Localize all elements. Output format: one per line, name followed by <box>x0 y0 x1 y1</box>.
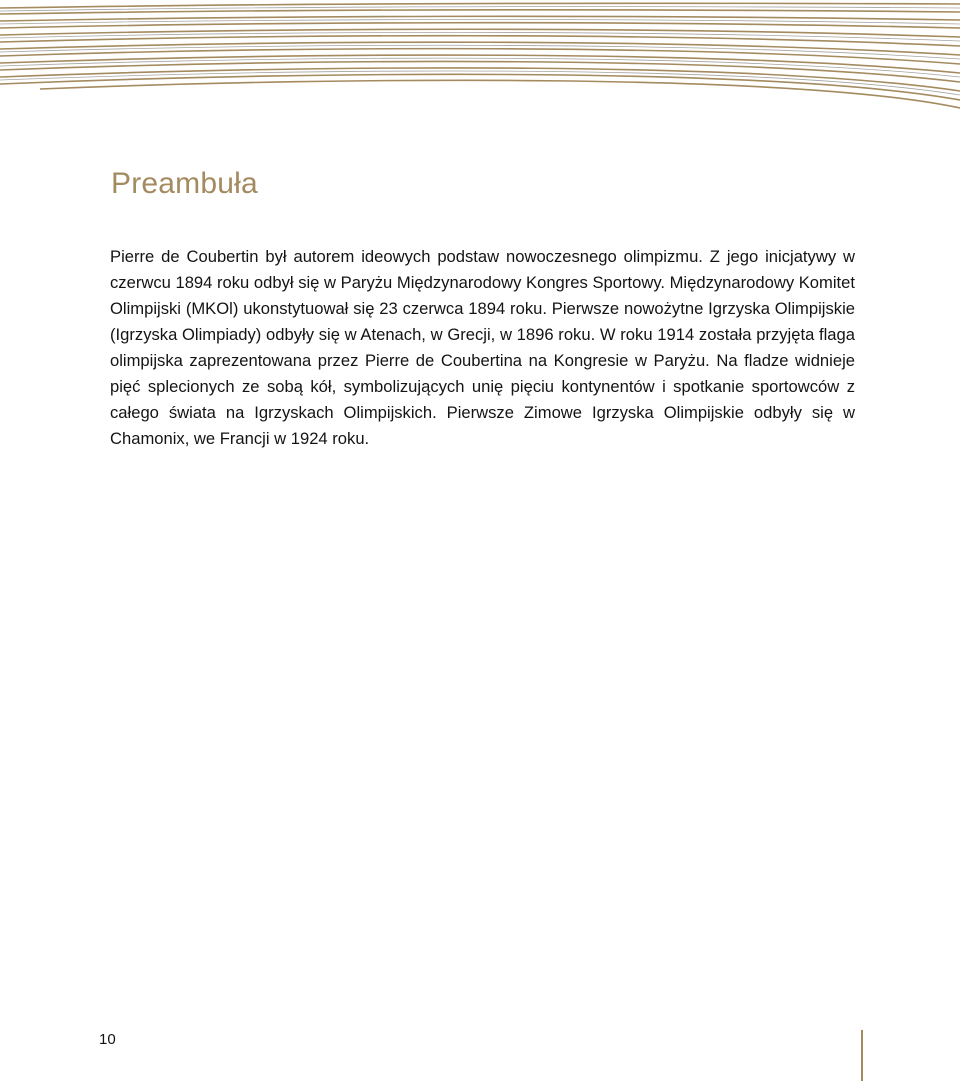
decorative-wave-lines <box>0 0 960 115</box>
preamble-paragraph: Pierre de Coubertin był autorem ideowych podstaw nowoczesnego olimpizmu. Z jego inicjatywy w czerwcu 1894 roku odbył się w Paryżu Międzynarodowy Kongres Sportowy. Międzynarodowy Komitet Olimpijski (MKOl) ukonstytuował się 23 czerwca 1894 roku. Pierwsze nowożytne Igrzyska Olimpijskie (Igrzyska Olimpiady) odbyły się w Atenach, w Grecji, w 1896 roku. W roku 1914 została przyjęta flaga olimpijska zaprezentowana przez Pierre de Coubertina na Kongresie w Paryżu. Na fladze widnieje pięć splecionych ze sobą kół, symbolizujących unię pięciu kontynentów i spotkanie sportowców z całego świata na Igrzyskach Olimpijskich. Pierwsze Zimowe Igrzyska Olimpijskie odbyły się w Chamonix, we Francji w 1924 roku. <box>110 247 855 448</box>
page-edge-rule <box>861 1030 863 1081</box>
page-title: Preambuła <box>111 167 258 200</box>
page-number: 10 <box>99 1031 116 1048</box>
